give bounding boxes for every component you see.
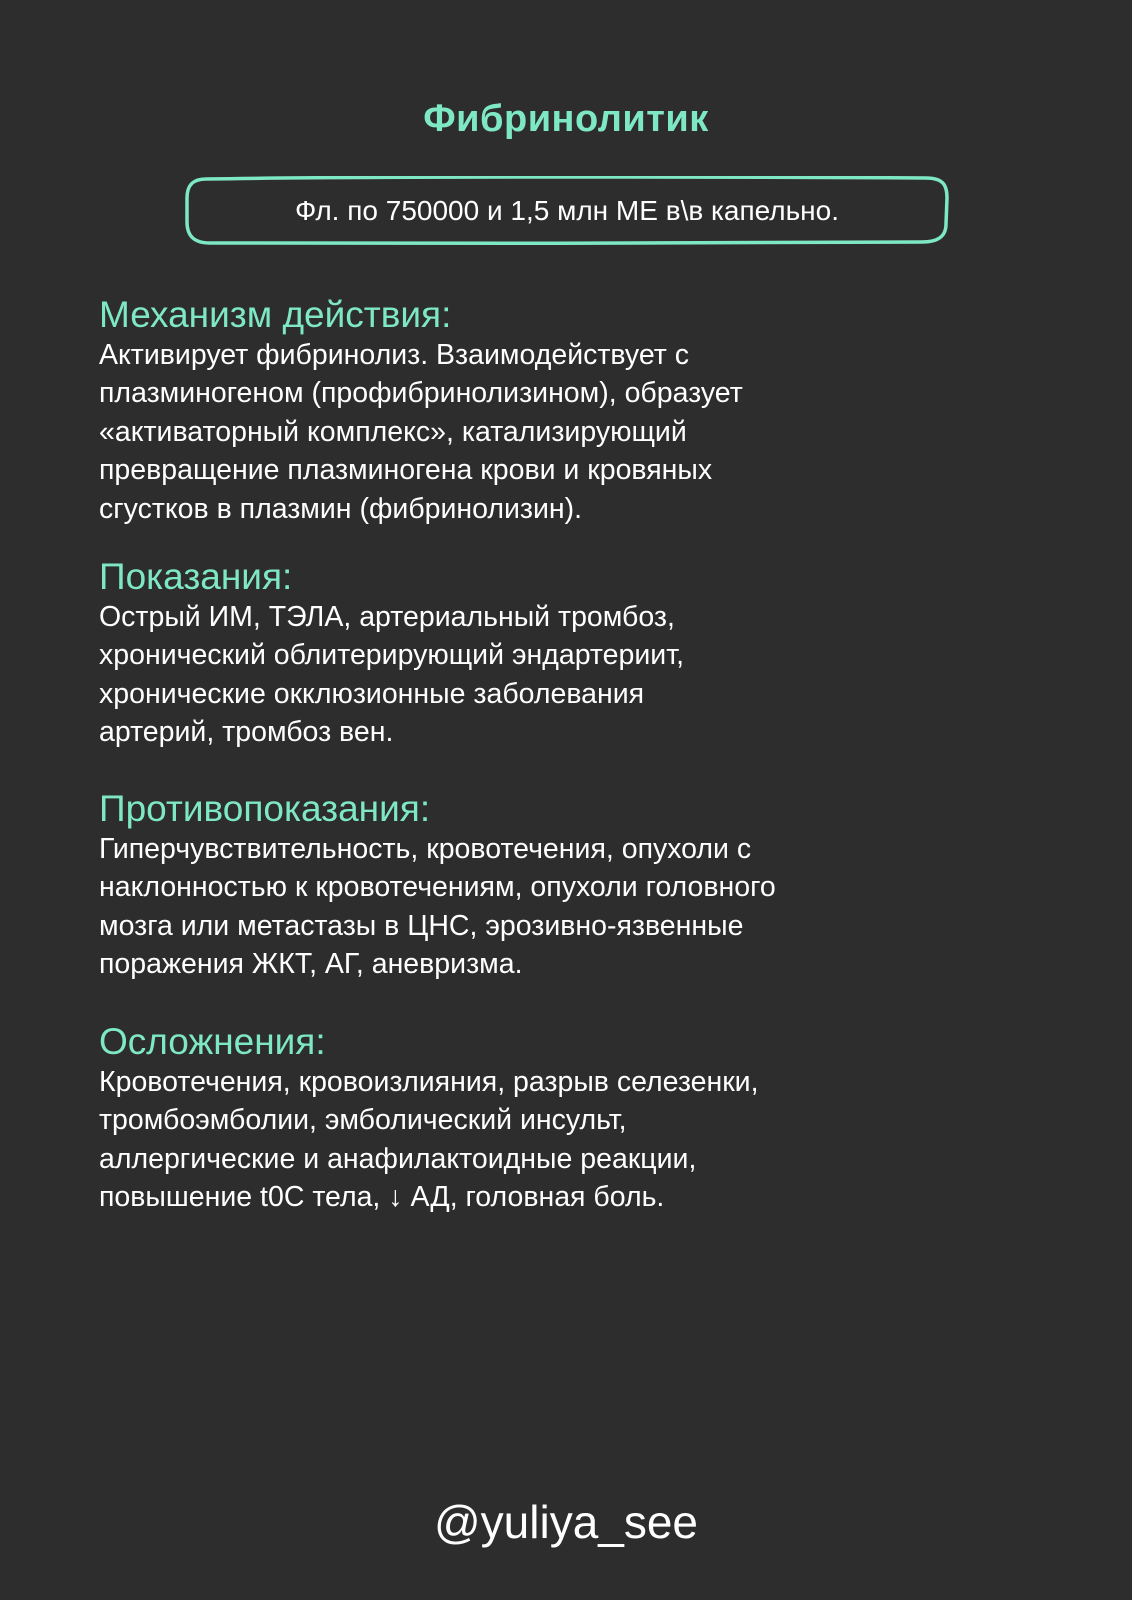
body-line: сгустков в плазмин (фибринолизин). [99,492,583,525]
body-line: Гиперчувствительность, кровотечения, опухоли с [99,833,752,865]
section-heading: Противопоказания: [99,788,431,829]
body-line: Кровотечения, кровоизлияния, разрыв селезенки, [99,1066,759,1098]
section-indications [99,556,999,752]
body-line: аллергические и анафилактоидные реакции, [99,1142,697,1175]
section-body [99,1063,999,1217]
section-contraindications [99,788,999,984]
author-handle: @yuliya_see [433,1496,699,1548]
dose-text: Фл. по 750000 и 1,5 млн МЕ в\в капельно. [294,195,839,226]
body-line: Активирует фибринолиз. Взаимодействует с [99,339,689,371]
body-line: наклонностью к кровотечениям, опухоли головного [99,871,776,904]
section-body [99,830,999,984]
body-line: плазминогеном (профибринолизином), образует [99,377,743,410]
body-line: превращение плазминогена крови и кровяных [99,454,713,487]
section-mechanism [99,294,999,528]
page-title: Фибринолитик [423,98,709,140]
body-line: хронический облитерирующий эндартериит, [99,639,685,672]
body-line: тромбоэмболии, эмболический инсульт, [99,1104,627,1137]
body-line: хронические окклюзионные заболевания [99,677,645,710]
body-line: Острый ИМ, ТЭЛА, артериальный тромбоз, [99,601,675,633]
section-complications [99,1021,999,1217]
section-heading: Механизм действия: [99,294,452,335]
section-body [99,598,999,752]
body-line: артерий, тромбоз вен. [99,716,394,749]
dose-box [184,176,950,246]
body-line: мозга или метастазы в ЦНС, эрозивно-язвенные [99,909,744,942]
body-line: «активаторный комплекс», катализирующий [99,415,687,448]
body-line: поражения ЖКТ, АГ, аневризма. [99,948,523,981]
section-heading: Осложнения: [99,1021,326,1062]
body-line: повышение t0C тела, ↓ АД, головная боль. [99,1181,665,1214]
section-heading: Показания: [99,556,293,597]
section-body [99,336,999,528]
